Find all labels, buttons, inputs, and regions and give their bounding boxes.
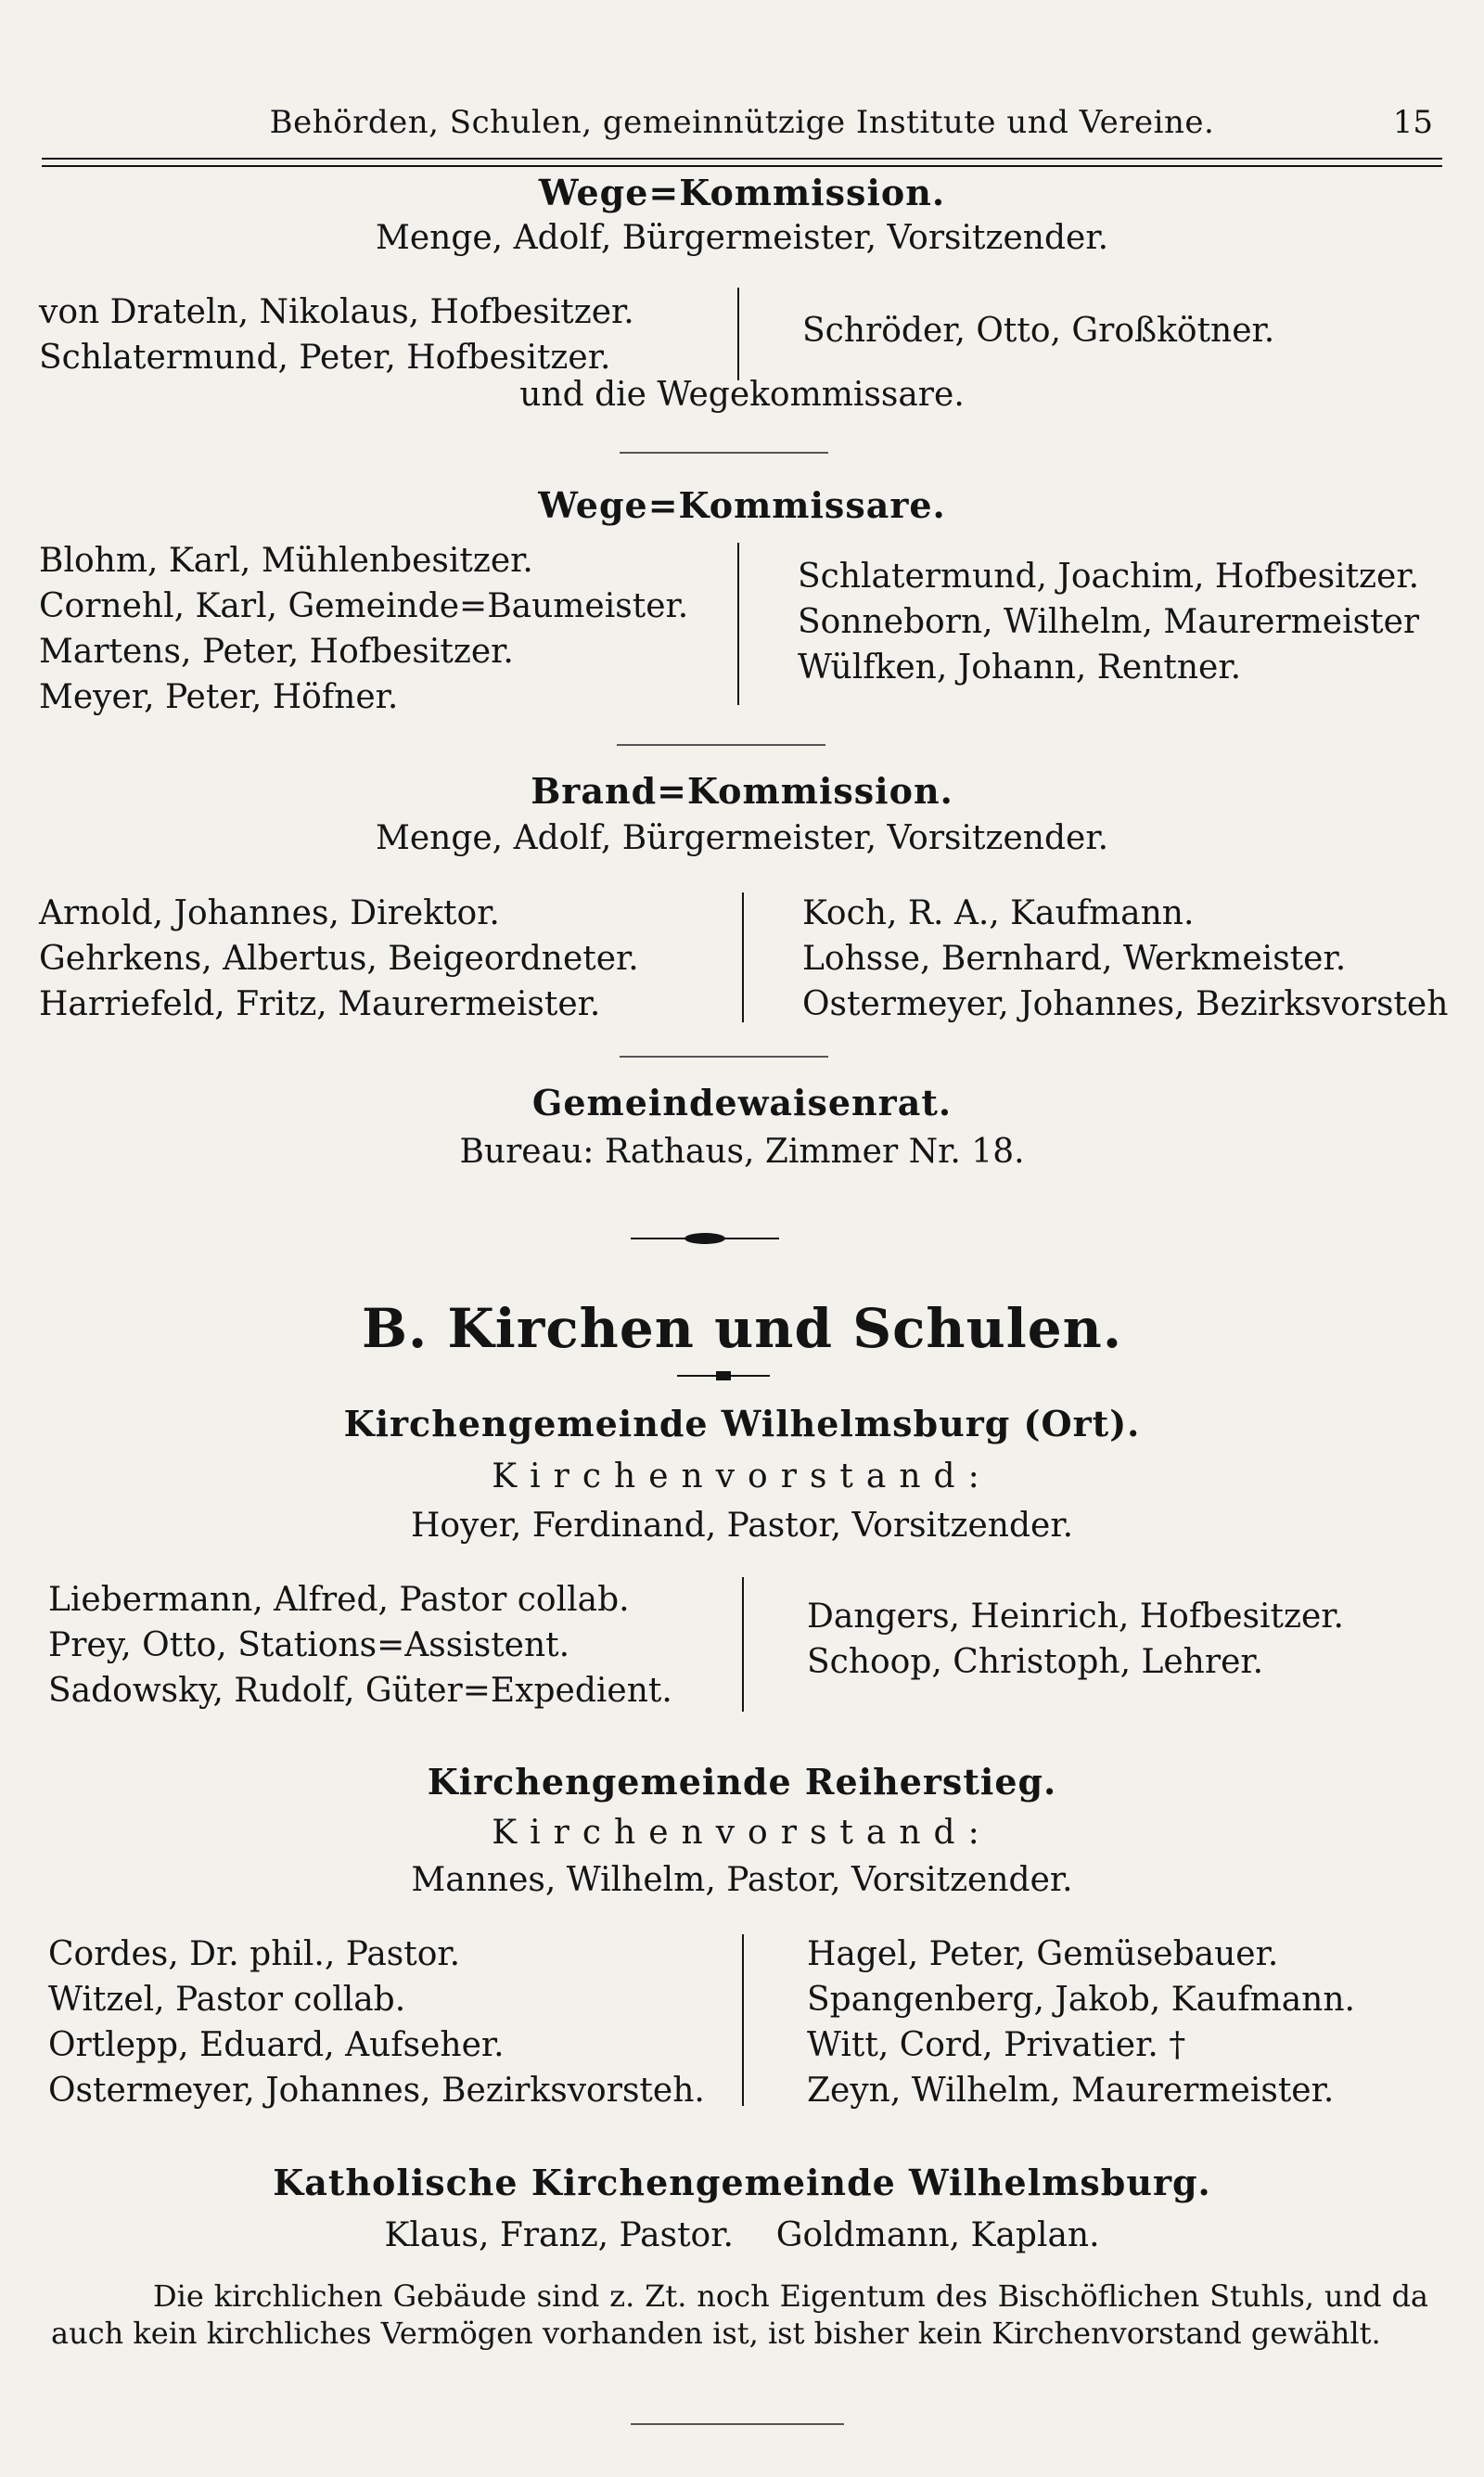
member-entry: Ostermeyer, Johannes, Bezirksvorsteh. bbox=[48, 2072, 705, 2110]
end-rule bbox=[631, 2423, 844, 2425]
running-head-title: Behörden, Schulen, gemeinnützige Institute und Vereine. bbox=[269, 104, 1215, 141]
kath-kg-section bbox=[37, 2162, 1447, 2254]
member-entry: von Drateln, Nikolaus, Hofbesitzer. bbox=[39, 293, 634, 331]
column-divider bbox=[737, 543, 739, 705]
member-entry: Meyer, Peter, Höfner. bbox=[39, 678, 399, 716]
member-entry: Spangenberg, Jakob, Kaufmann. bbox=[807, 1981, 1355, 2019]
column-divider bbox=[737, 288, 739, 380]
member-list-left bbox=[48, 1932, 705, 2113]
member-entry: Zeyn, Wilhelm, Maurermeister. bbox=[807, 2072, 1335, 2110]
member-entry: Dangers, Heinrich, Hofbesitzer. bbox=[807, 1598, 1344, 1636]
section-heading: Wege=Kommissare. bbox=[538, 484, 946, 526]
member-entry: Schlatermund, Joachim, Hofbesitzer. bbox=[798, 558, 1420, 596]
member-entry: Sadowsky, Rudolf, Güter=Expedient. bbox=[48, 1672, 672, 1710]
member-entry: Schlatermund, Peter, Hofbesitzer. bbox=[39, 339, 611, 377]
section-heading: Brand=Kommission. bbox=[531, 770, 953, 812]
chair-line: Menge, Adolf, Bürgermeister, Vorsitzender. bbox=[375, 219, 1109, 257]
member-entry: Witzel, Pastor collab. bbox=[48, 1981, 406, 2019]
chair-line: Hoyer, Ferdinand, Pastor, Vorsitzender. bbox=[410, 1507, 1074, 1545]
section-rule bbox=[620, 1056, 828, 1058]
kg-reiherstieg-section bbox=[37, 1761, 1447, 1899]
ornament-small bbox=[677, 1368, 770, 1383]
subheading: Kirchenvorstand: bbox=[492, 1457, 992, 1495]
member-entry: Martens, Peter, Hofbesitzer. bbox=[39, 633, 514, 671]
member-list-right bbox=[802, 308, 1274, 353]
member-entry: Ostermeyer, Johannes, Bezirksvorsteh bbox=[802, 985, 1449, 1023]
member-entry: Hagel, Peter, Gemüsebauer. bbox=[807, 1935, 1279, 1973]
subheading: Kirchenvorstand: bbox=[492, 1814, 992, 1852]
wege-kommissare-section bbox=[37, 484, 1447, 526]
member-entry: Sonneborn, Wilhelm, Maurermeister bbox=[798, 603, 1420, 641]
member-entry: Cordes, Dr. phil., Pastor. bbox=[48, 1935, 461, 1973]
page-number: 15 bbox=[1392, 104, 1433, 141]
section-heading: Wege=Kommission. bbox=[538, 172, 946, 213]
member-list-right bbox=[798, 554, 1419, 690]
clergy-line: Klaus, Franz, Pastor. Goldmann, Kaplan. bbox=[384, 2216, 1100, 2254]
kg-wilhelmsburg-section bbox=[37, 1403, 1447, 1545]
section-heading: Kirchengemeinde Reiherstieg. bbox=[427, 1761, 1057, 1803]
member-entry: Blohm, Karl, Mühlenbesitzer. bbox=[39, 542, 533, 580]
chair-line: Menge, Adolf, Bürgermeister, Vorsitzender. bbox=[375, 819, 1109, 857]
bureau-line: Bureau: Rathaus, Zimmer Nr. 18. bbox=[459, 1133, 1025, 1171]
member-entry: Arnold, Johannes, Direktor. bbox=[39, 894, 500, 932]
ornament-divider bbox=[631, 1229, 779, 1248]
member-entry: Gehrkens, Albertus, Beigeordneter. bbox=[39, 940, 639, 978]
section-b-heading: B. Kirchen und Schulen. bbox=[361, 1297, 1123, 1360]
running-head bbox=[42, 104, 1442, 150]
member-entry: Harriefeld, Fritz, Maurermeister. bbox=[39, 985, 601, 1023]
column-divider bbox=[742, 892, 744, 1022]
section-rule bbox=[620, 452, 828, 454]
member-list-right bbox=[802, 891, 1448, 1027]
member-list-right bbox=[807, 1594, 1344, 1685]
chair-line: Mannes, Wilhelm, Pastor, Vorsitzender. bbox=[411, 1861, 1073, 1899]
member-list-left bbox=[39, 289, 634, 380]
section-heading: Kirchengemeinde Wilhelmsburg (Ort). bbox=[343, 1403, 1141, 1444]
column-divider bbox=[742, 1934, 744, 2106]
member-list-left bbox=[48, 1577, 672, 1713]
brand-kommission-section bbox=[37, 770, 1447, 857]
member-list-right bbox=[807, 1932, 1355, 2113]
column-divider bbox=[742, 1577, 744, 1712]
member-entry: Liebermann, Alfred, Pastor collab. bbox=[48, 1581, 630, 1619]
member-entry: Cornehl, Karl, Gemeinde=Baumeister. bbox=[39, 587, 689, 625]
member-entry: Wülfken, Johann, Rentner. bbox=[798, 648, 1242, 687]
member-list-left bbox=[39, 891, 639, 1027]
member-entry: Koch, R. A., Kaufmann. bbox=[802, 894, 1195, 932]
section-heading: Katholische Kirchengemeinde Wilhelmsburg. bbox=[273, 2162, 1211, 2203]
member-entry: Lohsse, Bernhard, Werkmeister. bbox=[802, 940, 1347, 978]
section-heading: Gemeindewaisenrat. bbox=[531, 1082, 953, 1123]
header-rule bbox=[42, 158, 1442, 167]
member-entry: Witt, Cord, Privatier. † bbox=[807, 2026, 1186, 2064]
section-rule bbox=[617, 744, 825, 746]
member-entry: Prey, Otto, Stations=Assistent. bbox=[48, 1626, 570, 1664]
member-entry: Schoop, Christoph, Lehrer. bbox=[807, 1643, 1264, 1681]
member-entry: Ortlepp, Eduard, Aufseher. bbox=[48, 2026, 505, 2064]
note-paragraph: Die kirchlichen Gebäude sind z. Zt. noch Eigentum des Bischöflichen Stuhls, und da auch kein kirchliches Vermögen vorhanden ist, ist bisher kein Kirchenvorstand gewählt. bbox=[51, 2278, 1428, 2351]
section-b bbox=[37, 1297, 1447, 1360]
member-entry: Schröder, Otto, Großkötner. bbox=[802, 312, 1275, 350]
waisenrat-section bbox=[37, 1082, 1447, 1171]
wege-kommission-section bbox=[37, 172, 1447, 257]
footer-line: und die Wegekommissare. bbox=[519, 376, 965, 414]
member-list-left bbox=[39, 538, 688, 720]
